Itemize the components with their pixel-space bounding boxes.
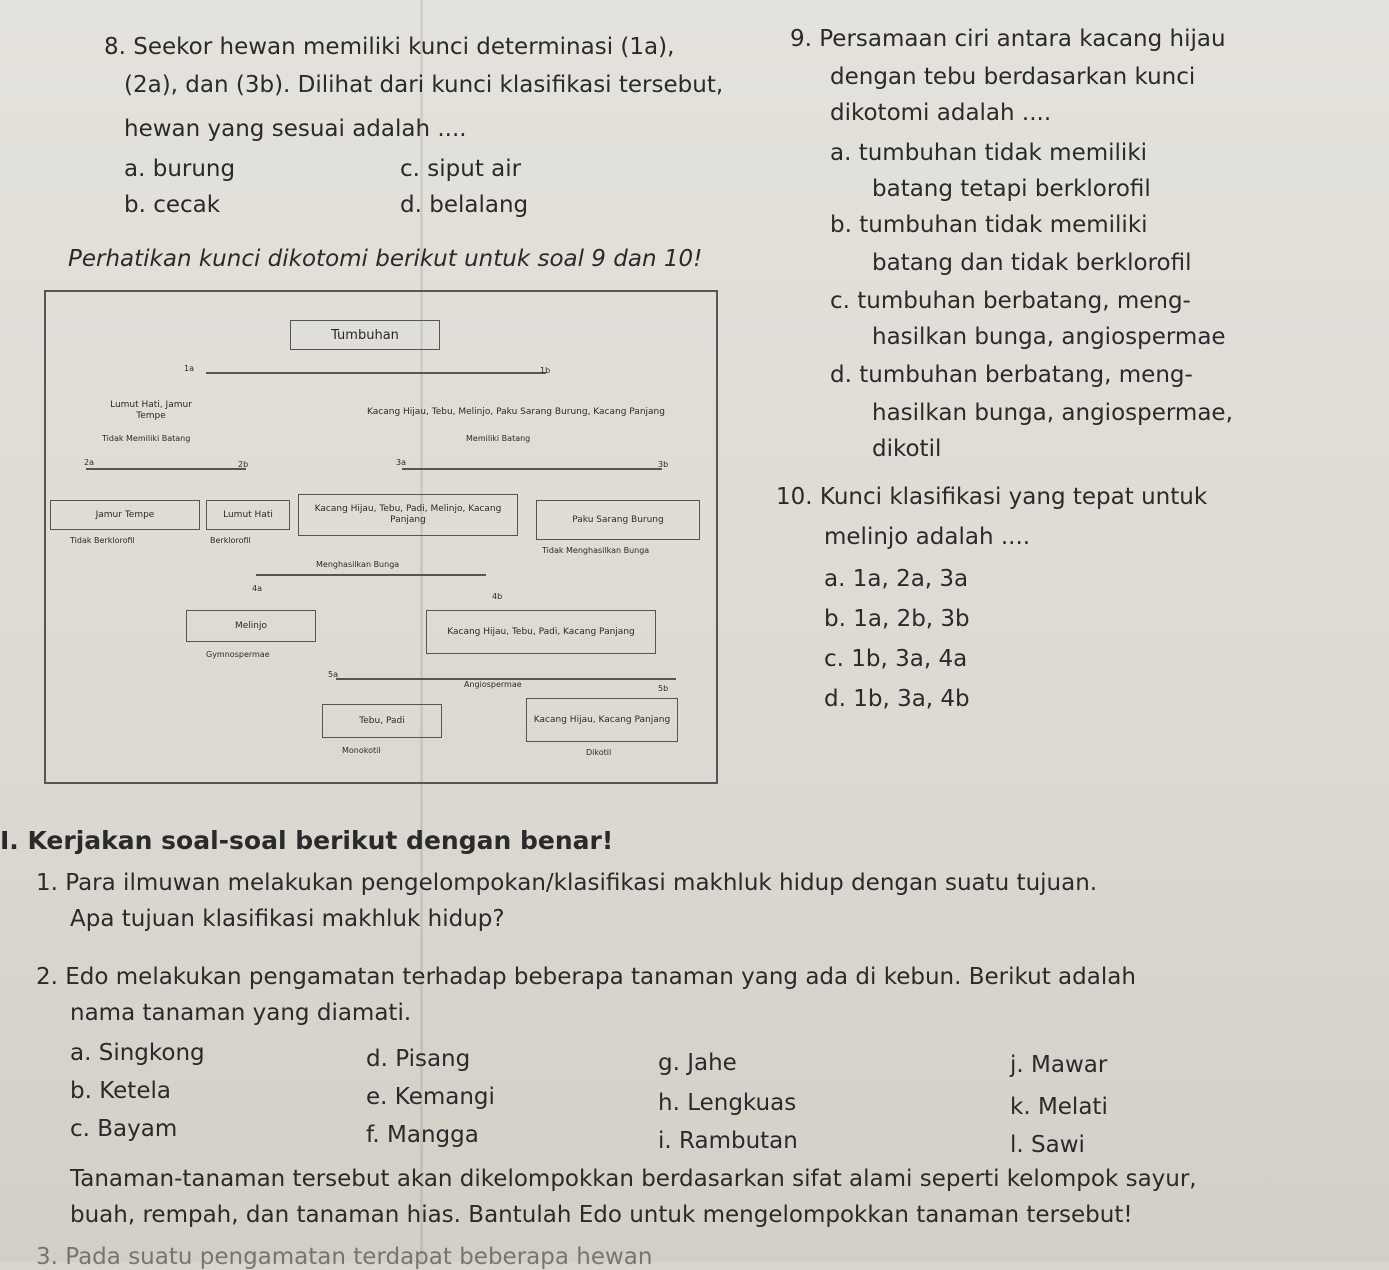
q10-option-c: c. 1b, 3a, 4a [824,646,968,672]
essay2-line2: nama tanaman yang diamati. [70,1000,412,1026]
q8-option-b: b. cecak [124,192,221,218]
branch-line-1 [206,372,546,374]
q10-option-a: a. 1a, 2a, 3a [824,566,969,592]
branch-line-2 [86,468,246,470]
label-4b: 4b [492,592,503,601]
note-berklorofil: Berklorofil [210,536,251,545]
q9-option-d-cont2: dikotil [872,436,942,462]
q9-option-d: d. tumbuhan berbatang, meng- [830,362,1193,388]
q8-line2: (2a), dan (3b). Dilihat dari kunci klasifikasi tersebut, [124,72,724,98]
q9-option-c: c. tumbuhan berbatang, meng- [830,288,1191,314]
node-lumut-hati: Lumut Hati [206,500,290,530]
q9-line3: dikotomi adalah .... [830,100,1052,126]
q9-option-d-cont: hasilkan bunga, angiospermae, [872,400,1233,426]
plant-i: i. Rambutan [658,1128,798,1154]
label-1a: 1a [184,364,194,373]
note-monokotil: Monokotil [342,746,381,755]
note-menghasilkan-bunga: Menghasilkan Bunga [316,560,400,569]
q10-line2: melinjo adalah .... [824,524,1031,550]
plant-f: f. Mangga [366,1122,479,1148]
note-angiospermae: Angiospermae [464,680,522,689]
plant-c: c. Bayam [70,1116,178,1142]
plant-j: j. Mawar [1010,1052,1108,1078]
note-tidak-batang: Tidak Memiliki Batang [102,434,191,443]
q9-line2: dengan tebu berdasarkan kunci [830,64,1196,90]
node-tumbuhan: Tumbuhan [290,320,440,350]
q9-option-b: b. tumbuhan tidak memiliki [830,212,1148,238]
q9-option-a-cont: batang tetapi berklorofil [872,176,1151,202]
essay1-line1: 1. Para ilmuwan melakukan pengelompokan/klasifikasi makhluk hidup dengan suatu tujuan. [36,870,1098,896]
note-gymnospermae: Gymnospermae [206,650,270,659]
section-heading: I. Kerjakan soal-soal berikut dengan benar! [0,826,614,855]
essay2-tail2: buah, rempah, dan tanaman hias. Bantulah Edo untuk mengelompokkan tanaman tersebut! [70,1202,1133,1228]
q10-line1: 10. Kunci klasifikasi yang tepat untuk [776,484,1208,510]
node-paku-sarang-burung: Paku Sarang Burung [536,500,700,540]
branch-line-4 [256,574,486,576]
dichotomous-key-diagram [44,290,718,784]
q8-option-d: d. belalang [400,192,529,218]
plant-g: g. Jahe [658,1050,737,1076]
plant-b: b. Ketela [70,1078,171,1104]
essay2-line1: 2. Edo melakukan pengamatan terhadap beberapa tanaman yang ada di kebun. Berikut adalah [36,964,1136,990]
note-memiliki-batang: Memiliki Batang [466,434,531,443]
note-tidak-menghasilkan-bunga: Tidak Menghasilkan Bunga [542,546,650,555]
note-dikotil: Dikotil [586,748,612,757]
node-melinjo: Melinjo [186,610,316,642]
node-lumut-jamur: Lumut Hati, Jamur Tempe [110,400,192,421]
node-berbatang-group: Kacang Hijau, Tebu, Melinjo, Paku Sarang Burung, Kacang Panjang [367,406,665,417]
q8-option-a: a. burung [124,156,236,182]
q10-option-b: b. 1a, 2b, 3b [824,606,970,632]
label-3a: 3a [396,458,406,467]
node-tebu-padi: Tebu, Padi [322,704,442,738]
plant-a: a. Singkong [70,1040,205,1066]
q8-option-c: c. siput air [400,156,522,182]
node-kacang-hijau-panjang: Kacang Hijau, Kacang Panjang [526,698,678,742]
plant-h: h. Lengkuas [658,1090,797,1116]
q9-option-b-cont: batang dan tidak berklorofil [872,250,1192,276]
plant-d: d. Pisang [366,1046,471,1072]
label-5a: 5a [328,670,338,679]
plant-l: l. Sawi [1010,1132,1085,1158]
q8-line3: hewan yang sesuai adalah .... [124,116,467,142]
label-1b: 1b [540,366,551,375]
label-5b: 5b [658,684,669,693]
essay1-line2: Apa tujuan klasifikasi makhluk hidup? [70,906,505,932]
q9-option-c-cont: hasilkan bunga, angiospermae [872,324,1226,350]
node-angiospermae-group: Kacang Hijau, Tebu, Padi, Kacang Panjang [426,610,656,654]
q10-option-d: d. 1b, 3a, 4b [824,686,970,712]
plant-e: e. Kemangi [366,1084,495,1110]
note-tidak-berklorofil: Tidak Berklorofil [70,536,135,545]
branch-line-3 [402,468,662,470]
label-2b: 2b [238,460,249,469]
branch-line-5 [336,678,676,680]
q9-line1: 9. Persamaan ciri antara kacang hijau [790,26,1226,52]
diagram-instruction: Perhatikan kunci dikotomi berikut untuk soal 9 dan 10! [68,246,703,272]
label-4a: 4a [252,584,262,593]
node-jamur-tempe: Jamur Tempe [50,500,200,530]
label-2a: 2a [84,458,94,467]
q9-option-a: a. tumbuhan tidak memiliki [830,140,1148,166]
label-3b: 3b [658,460,669,469]
essay3-line1: 3. Pada suatu pengamatan terdapat beberapa hewan [36,1244,653,1270]
q8-line1: 8. Seekor hewan memiliki kunci determinasi (1a), [104,34,675,60]
essay2-tail1: Tanaman-tanaman tersebut akan dikelompokkan berdasarkan sifat alami seperti kelompok sayur, [70,1166,1197,1192]
plant-k: k. Melati [1010,1094,1108,1120]
node-kacang-group: Kacang Hijau, Tebu, Padi, Melinjo, Kacang Panjang [298,494,518,536]
